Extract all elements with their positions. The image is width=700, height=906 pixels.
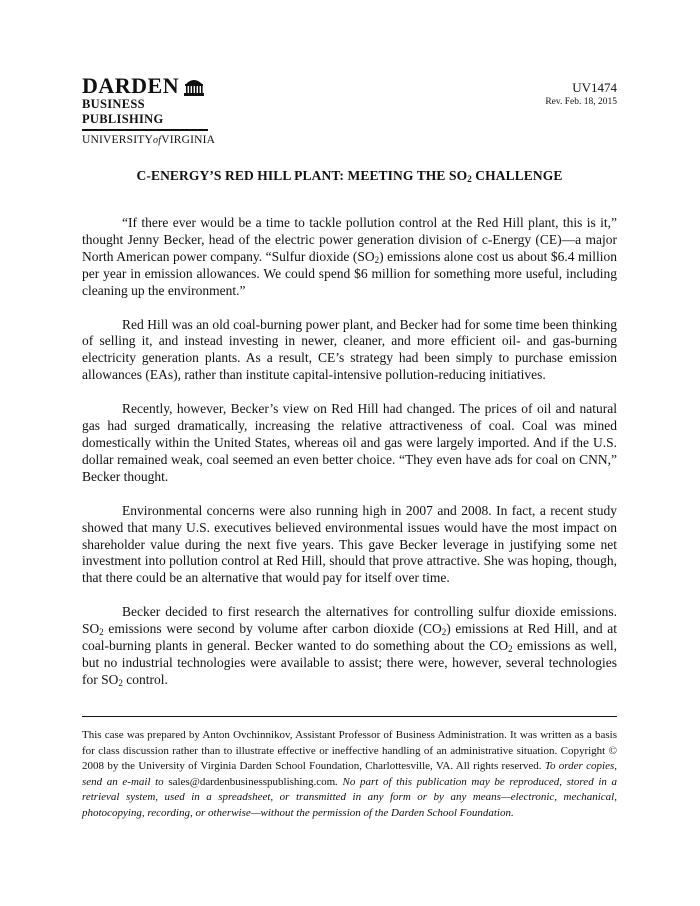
paragraph-5 [82,604,617,689]
paragraph-2: Red Hill was an old coal-burning power plant, and Becker had for some time been thinking of selling it, and instead investing in newer, cleaner, and more efficient oil- and gas-burning electricity generation plants. As a result, CE’s strategy had been simply to purchase emission allowances (EAs), rather than institute capital-intensive pollution-reducing initiatives. [82,316,617,383]
document-title [82,168,617,184]
p5-text-e: control. [122,671,168,687]
rotunda-icon [183,76,205,96]
paragraph-1 [82,215,617,300]
title-post: CHALLENGE [471,168,563,183]
document-body [82,215,617,706]
logo-darden-text: DARDEN [82,73,180,98]
p5-text-a: Becker decided to first research the alternatives for controlling sulfur dioxide emissions. SO [82,604,617,637]
footnote-italic-b: . No part of this publication may be reproduced, stored in a retrieval system, used in a spreadsheet, or transmitted in any form or by any means—electronic, mechanical, photocopying, recording, or otherwise—without the permission of the Darden School Foundation. [82,775,617,819]
case-number: UV1474 [572,80,617,95]
p5-sub-1: 2 [99,627,104,638]
p5-sub-4: 2 [118,677,123,688]
logo-university-of: of [153,134,162,146]
logo-business-publishing: BUSINESS PUBLISHING [82,97,164,126]
logo-university-a: UNIVERSITY [82,133,153,146]
footnote-text: This case was prepared by Anton Ovchinnikov, Assistant Professor of Business Administration. It was written as a basis for class discussion rather than to illustrate effective or ineffective handling of an administrative situation. Copyright © 2008 by the University of Virginia Darden School Foundation, Charlottesville, VA. All rights reserved. [82,729,617,772]
footnote-email: sales@dardenbusinesspublishing.com [168,775,336,788]
logo-divider [82,129,208,131]
footnote-divider [82,716,617,717]
revision-date: Rev. Feb. 18, 2015 [545,97,617,107]
p1-sub: 2 [374,254,380,265]
p5-text-c: ) emissions at Red Hill, and at coal-burning plants in general. Becker wanted to do something about the CO [82,621,617,654]
title-sub: 2 [467,174,472,184]
p5-text-b: emissions were second by volume after carbon dioxide (CO [103,621,442,637]
logo-university [82,133,222,148]
darden-logo [82,73,222,148]
p1-text-b: ) emissions alone cost us about $6.4 million per year in emission allowances. We could spend $6 million for something more useful, including cleaning up the environment.” [82,248,618,298]
p5-sub-2: 2 [441,627,447,638]
footnote-italic-a: To order copies, send an e-mail to [82,760,617,788]
footnote [82,728,617,821]
p5-sub-3: 2 [508,644,513,655]
p1-text-a: “If there ever would be a time to tackle pollution control at the Red Hill plant, this is it,” thought Jenny Becker, head of the electric power generation division of c-Energy (CE)—a major North American power company. “Sulfur dioxide (SO [82,215,617,264]
p5-text-d: emissions as well, but no industrial technologies were available to assist; there were, however, several technologies for SO [82,638,617,687]
paragraph-4: Environmental concerns were also running high in 2007 and 2008. In fact, a recent study showed that many U.S. executives believed environmental issues would have the most impact on shareholder value during the next five years. This gave Becker leverage in justifying some net investment into pollution control at Red Hill, should that prove attractive. She was hoping, though, that there could be an alternative that would pay for itself over time. [82,502,617,586]
paragraph-3: Recently, however, Becker’s view on Red Hill had changed. The prices of oil and natural gas had surged dramatically, increasing the relative attractiveness of coal. Coal was mined domestically within the United States, whereas oil and gas were largely imported. And if the U.S. dollar remained weak, coal seemed an even better choice. “They even have ads for coal on CNN,” Becker thought. [82,401,617,484]
logo-top-row [82,73,222,98]
logo-university-b: VIRGINIA [161,133,216,146]
title-pre: C-ENERGY’S RED HILL PLANT: MEETING THE SO [136,168,468,183]
